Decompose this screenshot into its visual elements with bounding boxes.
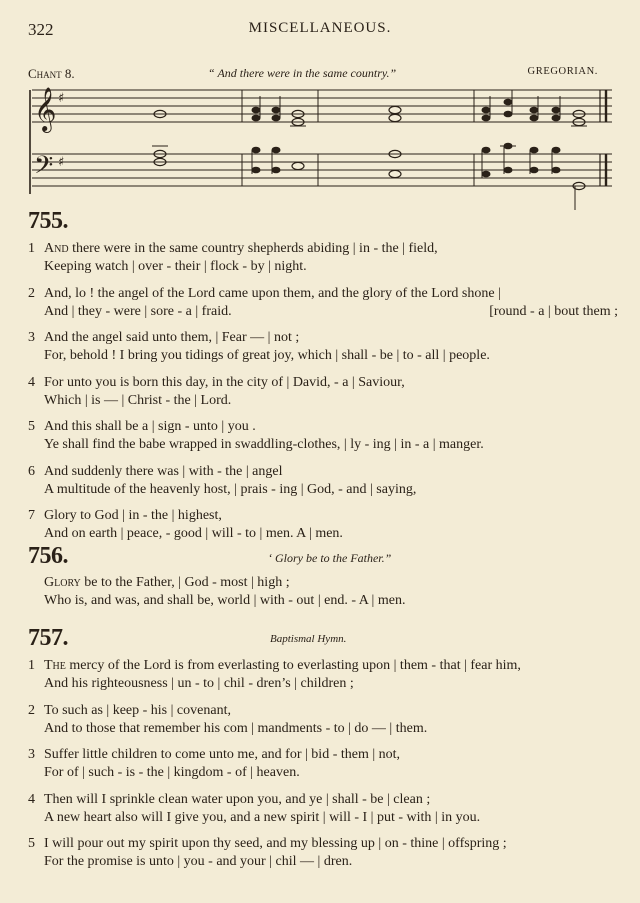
svg-text:♯: ♯	[58, 91, 65, 106]
verse-line-2: Which | is — | Christ - the | Lord.	[44, 392, 232, 408]
verse-line-2: For, behold ! I bring you tidings of great joy, which | shall - be | to - all | people.	[44, 348, 490, 363]
verse-line-1: And, lo ! the angel of the Lord came upon them, and the glory of the Lord shone |	[44, 285, 501, 301]
verse-line-2: A new heart also will I give you, and a new spirit | will - I | put - with | in you.	[44, 809, 481, 825]
music-score	[28, 82, 618, 212]
verse-line-1: And suddenly there was | with - the | angel	[44, 463, 283, 479]
verse	[28, 240, 618, 276]
verse-number: 5	[28, 836, 35, 851]
verse-line-1: Then will I sprinkle clean water upon you, and ye | shall - be | clean ;	[44, 791, 431, 807]
verse-number: 1	[28, 658, 35, 673]
chant-subtitle: “ And there were in the same country.”	[208, 66, 397, 80]
verse-line-1: Glory to God | in - the | highest,	[44, 508, 222, 523]
verse-line-2: A multitude of the heavenly host, | prais - ing | God, - and | saying,	[44, 481, 417, 497]
verse-line-2	[28, 303, 618, 321]
verse	[28, 463, 618, 499]
section-755	[28, 208, 618, 541]
verse-line-1: I will pour out my spirit upon thy seed, and my blessing up | on - thine | offspring ;	[44, 836, 507, 851]
section-title: ‘ Glory be to the Father.”	[268, 551, 392, 565]
section-title: Baptismal Hymn.	[270, 633, 347, 645]
verse-line-1: For unto you is born this day, in the city of | David, - a | Saviour,	[44, 374, 405, 390]
verse-line-1	[28, 240, 618, 258]
verse-line-1: Suffer little children to come unto me, and for | bid - them | not,	[44, 747, 401, 762]
verse-line-1	[28, 574, 618, 592]
verse-continuation: [round - a | bout them ;	[489, 303, 618, 319]
verse-number: 5	[28, 419, 35, 434]
verse-number: 6	[28, 463, 35, 479]
verse	[28, 574, 618, 610]
verse	[28, 835, 618, 871]
verse-number: 3	[28, 747, 35, 762]
verse	[28, 374, 618, 410]
chant-author: GREGORIAN.	[527, 66, 598, 77]
verse	[28, 746, 618, 782]
verse-line-2: And to those that remember his com | mandments - to | do — | them.	[44, 720, 428, 736]
page-number: 322	[28, 20, 54, 39]
page-header	[28, 20, 612, 42]
verse-text: there were in the same country shepherds abiding | in - the | field,	[68, 241, 438, 256]
verse-number: 1	[28, 241, 35, 256]
section-number: 755.	[28, 208, 68, 234]
svg-text:𝄞: 𝄞	[34, 87, 57, 131]
chant-label: Chant 8.	[28, 66, 75, 81]
verse-text: be to the Father, | God - most | high ;	[80, 575, 290, 590]
verse-line-2: Keeping watch | over - their | flock - by | night.	[44, 259, 307, 274]
verse-list	[28, 574, 618, 619]
verse	[28, 657, 618, 693]
svg-text:♯: ♯	[58, 155, 65, 170]
section-number: 756.	[28, 543, 68, 569]
section-756	[28, 543, 618, 608]
verse-number: 7	[28, 508, 35, 523]
verse-line-1: And this shall be a | sign - unto | you .	[44, 419, 256, 434]
verse-line-2: And his righteousness | un - to | chil - dren’s | children ;	[44, 676, 354, 691]
verse-line-2: Who is, and was, and shall be, world | with - out | end. - A | men.	[44, 593, 406, 608]
verse	[28, 791, 618, 827]
verse-line-2: And on earth | peace, - good | will - to | men. A | men.	[44, 526, 343, 541]
verse	[28, 702, 618, 738]
verse-line-1: And the angel said unto them, | Fear — | not ;	[44, 330, 300, 345]
verse-line-1	[28, 657, 618, 675]
verse-list	[28, 657, 618, 880]
verse-line-1: To such as | keep - his | covenant,	[44, 702, 231, 718]
verse	[28, 507, 618, 543]
verse-first-word: And	[44, 241, 69, 256]
verse	[28, 329, 618, 365]
verse-number: 4	[28, 791, 35, 807]
svg-text:𝄢: 𝄢	[34, 151, 54, 186]
verse-text: And | they - were | sore - a | fraid.	[44, 303, 232, 319]
section-number: 757.	[28, 625, 68, 651]
verse-number: 2	[28, 702, 35, 718]
verse	[28, 418, 618, 454]
verse-first-word: The	[44, 658, 66, 673]
verse-list	[28, 240, 618, 552]
running-head: MISCELLANEOUS.	[248, 20, 392, 36]
verse-text: mercy of the Lord is from everlasting to everlasting upon | them - that | fear him,	[65, 658, 521, 673]
verse-line-2: For the promise is unto | you - and your | chil — | dren.	[44, 854, 353, 869]
section-757	[28, 625, 618, 869]
verse-number: 4	[28, 374, 35, 390]
verse	[28, 285, 618, 321]
verse-line-2: For of | such - is - the | kingdom - of | heaven.	[44, 765, 300, 780]
verse-number: 3	[28, 330, 35, 345]
verse-first-word: Glory	[44, 575, 81, 590]
verse-number: 2	[28, 285, 35, 301]
verse-line-2: Ye shall find the babe wrapped in swaddling-clothes, | ly - ing | in - a | manger.	[44, 437, 484, 452]
